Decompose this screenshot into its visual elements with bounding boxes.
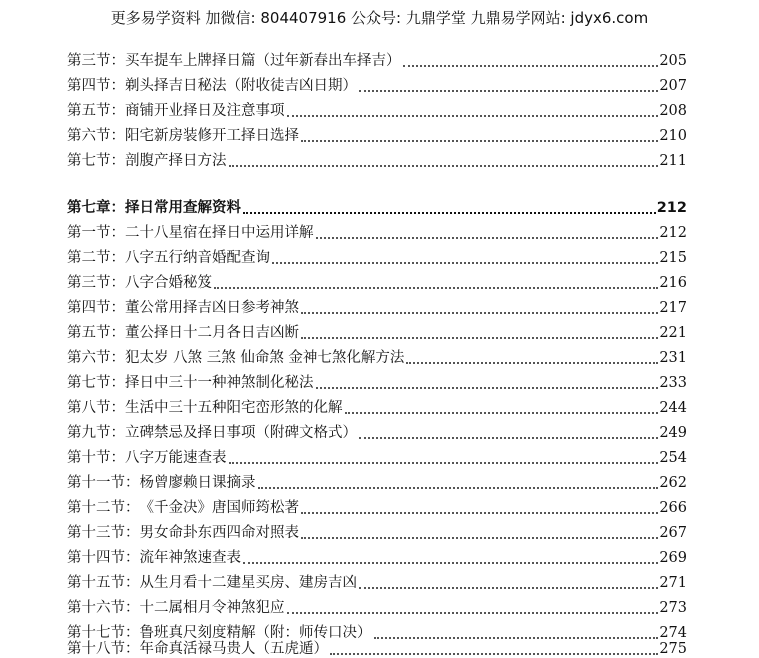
dot-leader	[316, 387, 659, 389]
entry-title: 男女命卦东西四命对照表	[139, 525, 299, 541]
dot-leader	[359, 587, 658, 589]
entry-title: 八字五行纳音婚配查询	[125, 250, 270, 266]
chapter-label: 第七章：	[67, 200, 125, 216]
header-text: 更多易学资料 加微信: 804407916 公众号: 九鼎学堂 九鼎易学网站: jdyx6.com	[110, 9, 649, 27]
entry-label: 第二节：	[67, 250, 125, 266]
dot-leader	[301, 312, 658, 314]
dot-leader	[301, 140, 658, 142]
dot-leader	[229, 462, 659, 464]
entry-title: 董公择日十二月各日吉凶断	[125, 325, 299, 341]
dot-leader	[243, 562, 658, 564]
dot-leader	[258, 487, 659, 489]
entry-title: 八字合婚秘笈	[125, 275, 212, 291]
toc-entry[interactable]	[67, 418, 687, 442]
entry-page-number: 244	[659, 400, 687, 416]
entry-label: 第十七节：	[67, 625, 140, 641]
dot-leader	[406, 362, 658, 364]
entry-label: 第十二节：	[67, 500, 140, 516]
entry-page-number: 211	[659, 153, 687, 169]
toc-entry[interactable]	[67, 543, 687, 567]
toc-entry[interactable]	[67, 71, 687, 95]
entry-page-number: 205	[659, 53, 687, 69]
entry-page-number: 266	[659, 500, 687, 516]
dot-leader	[229, 165, 659, 167]
toc-entry[interactable]	[67, 218, 687, 242]
entry-page-number: 215	[659, 250, 687, 266]
entry-label: 第三节：	[67, 53, 125, 69]
toc-entry[interactable]	[67, 518, 687, 542]
dot-leader	[359, 437, 658, 439]
entry-title: 流年神煞速查表	[139, 550, 241, 566]
dot-leader	[243, 212, 656, 214]
toc-entry[interactable]	[67, 368, 687, 392]
entry-title: 商铺开业择日及注意事项	[125, 103, 285, 119]
entry-title: 二十八星宿在择日中运用详解	[125, 225, 314, 241]
entry-label: 第五节：	[67, 325, 125, 341]
entry-label: 第十节：	[67, 450, 125, 466]
dot-leader	[359, 90, 658, 92]
entry-title: 买车提车上牌择日篇（过年新春出车择吉）	[125, 53, 401, 69]
toc-entry[interactable]	[67, 146, 687, 170]
entry-page-number: 269	[659, 550, 687, 566]
entry-title: 生活中三十五种阳宅峦形煞的化解	[125, 400, 343, 416]
dot-leader	[330, 653, 658, 655]
toc-entry[interactable]	[67, 293, 687, 317]
toc-entry[interactable]	[67, 121, 687, 145]
entry-page-number: 217	[659, 300, 687, 316]
dot-leader	[301, 537, 658, 539]
entry-page-number: 208	[659, 103, 687, 119]
toc-entry[interactable]	[67, 343, 687, 367]
entry-title: 杨曾廖赖日课摘录	[139, 475, 256, 491]
dot-leader	[301, 337, 658, 339]
entry-title: 犯太岁 八煞 三煞 仙命煞 金神七煞化解方法	[125, 350, 405, 366]
dot-leader	[403, 65, 659, 67]
entry-title: 《千金决》唐国师筠松著	[139, 500, 299, 516]
entry-page-number: 212	[659, 225, 687, 241]
entry-label: 第五节：	[67, 103, 125, 119]
entry-label: 第七节：	[67, 153, 125, 169]
entry-title: 八字万能速查表	[125, 450, 227, 466]
chapter-title: 择日常用查解资料	[125, 200, 241, 216]
entry-label: 第十八节：	[67, 641, 140, 657]
entry-label: 第九节：	[67, 425, 125, 441]
chapter-page-number: 212	[656, 200, 687, 216]
toc-entry[interactable]	[67, 493, 687, 517]
entry-label: 第八节：	[67, 400, 125, 416]
dot-leader	[287, 115, 659, 117]
entry-label: 第六节：	[67, 350, 125, 366]
dot-leader	[316, 237, 659, 239]
toc-entry[interactable]	[67, 468, 687, 492]
toc-entry[interactable]	[67, 96, 687, 120]
entry-page-number: 231	[659, 350, 687, 366]
entry-label: 第四节：	[67, 300, 125, 316]
entry-label: 第一节：	[67, 225, 125, 241]
entry-page-number: 216	[659, 275, 687, 291]
entry-page-number: 233	[659, 375, 687, 391]
entry-title: 剖腹产择日方法	[125, 153, 227, 169]
entry-title: 十二属相月令神煞犯应	[139, 600, 285, 616]
dot-leader	[287, 612, 659, 614]
entry-page-number: 275	[659, 641, 687, 657]
entry-label: 第十四节：	[67, 550, 140, 566]
toc-entry[interactable]	[67, 268, 687, 292]
toc-entry[interactable]	[67, 634, 687, 658]
entry-label: 第十五节：	[67, 575, 140, 591]
entry-title: 立碑禁忌及择日事项（附碑文格式）	[125, 425, 357, 441]
entry-page-number: 262	[659, 475, 687, 491]
toc-entry[interactable]	[67, 243, 687, 267]
entry-title: 董公常用择吉凶日参考神煞	[125, 300, 299, 316]
entry-label: 第六节：	[67, 128, 125, 144]
toc-entry[interactable]	[67, 318, 687, 342]
entry-page-number: 210	[659, 128, 687, 144]
entry-title: 剃头择吉日秘法（附收徒吉凶日期）	[125, 78, 357, 94]
entry-label: 第十一节：	[67, 475, 140, 491]
page-header-banner	[0, 7, 759, 28]
dot-leader	[345, 412, 659, 414]
toc-chapter-heading[interactable]	[67, 193, 687, 217]
dot-leader	[272, 262, 658, 264]
toc-entry[interactable]	[67, 46, 687, 70]
dot-leader	[301, 512, 658, 514]
entry-label: 第三节：	[67, 275, 125, 291]
entry-label: 第十六节：	[67, 600, 140, 616]
entry-label: 第十三节：	[67, 525, 140, 541]
entry-page-number: 273	[659, 600, 687, 616]
entry-title: 鲁班真尺刻度精解（附：师传口决）	[139, 625, 372, 641]
entry-page-number: 249	[659, 425, 687, 441]
toc-entry[interactable]	[67, 393, 687, 417]
entry-title: 择日中三十一种神煞制化秘法	[125, 375, 314, 391]
entry-page-number: 274	[659, 625, 687, 641]
toc-entry[interactable]	[67, 568, 687, 592]
entry-page-number: 254	[659, 450, 687, 466]
entry-page-number: 207	[659, 78, 687, 94]
entry-title: 阳宅新房装修开工择日选择	[125, 128, 299, 144]
toc-entry[interactable]	[67, 593, 687, 617]
dot-leader	[214, 287, 658, 289]
entry-page-number: 271	[659, 575, 687, 591]
entry-label: 第四节：	[67, 78, 125, 94]
entry-page-number: 221	[659, 325, 687, 341]
toc-entry[interactable]	[67, 443, 687, 467]
entry-title: 年命真活禄马贵人（五虎遁）	[139, 641, 328, 657]
entry-title: 从生月看十二建星买房、建房吉凶	[139, 575, 357, 591]
entry-label: 第七节：	[67, 375, 125, 391]
entry-page-number: 267	[659, 525, 687, 541]
